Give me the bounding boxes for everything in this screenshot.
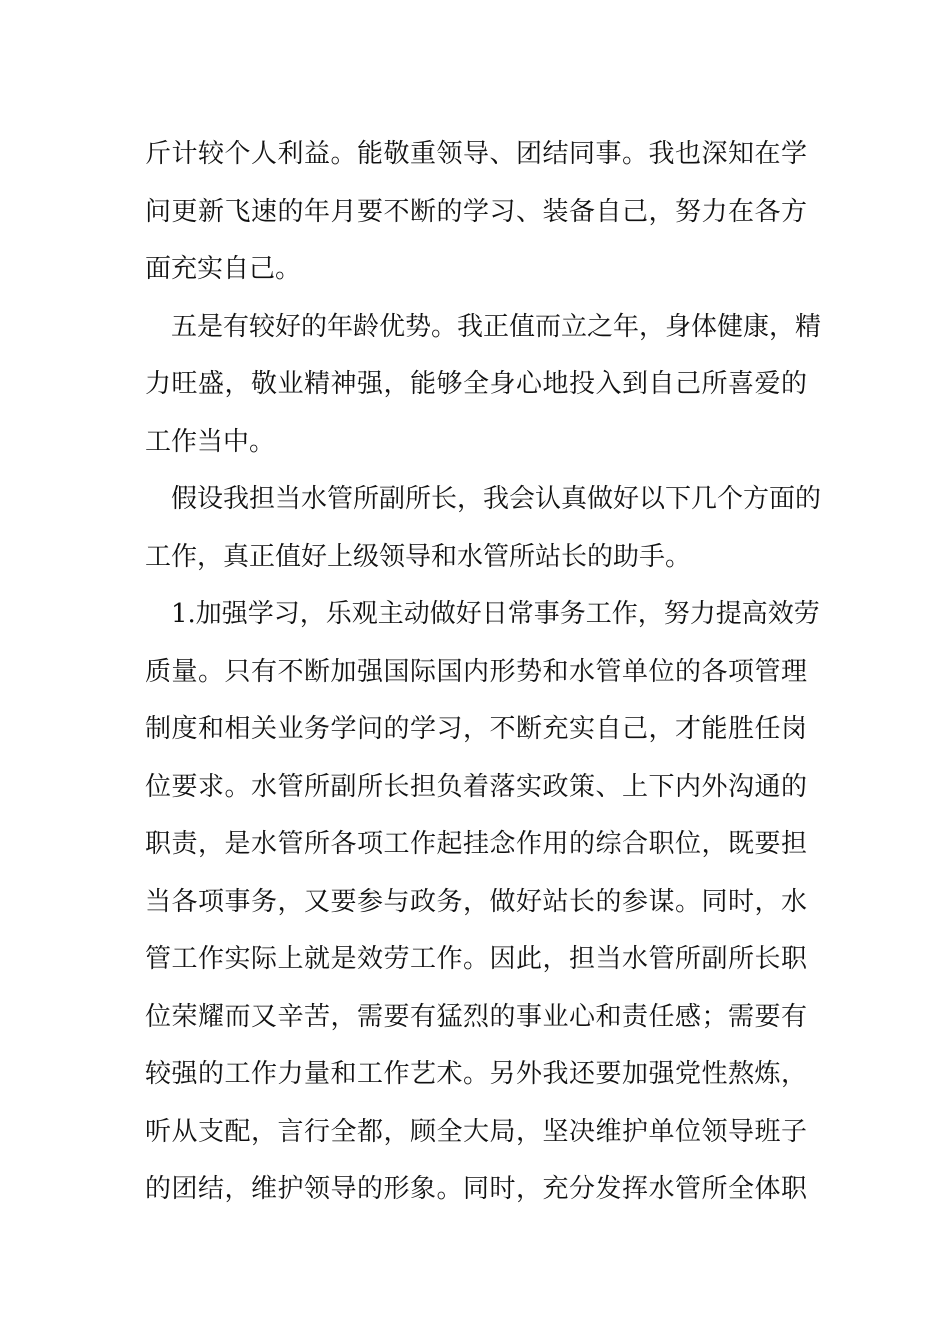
text-line: 位要求。水管所副所长担负着落实政策、上下内外沟通的 [145,771,807,802]
text-line: 听从支配，言行全都，顾全大局，坚决维护单位领导班子 [145,1116,807,1147]
text-line: 面充实自己。 [145,254,302,284]
text-line: 制度和相关业务学问的学习，不断充实自己，才能胜任岗 [145,714,807,744]
paragraph-age-advantage [145,299,822,472]
text-line: 五是有较好的年龄优势。我正值而立之年，身体健康，精 [171,311,822,342]
text-line: 较强的工作力量和工作艺术。另外我还要加强党性熬炼， [145,1059,807,1089]
paragraph-point-1 [145,586,820,1219]
text-line: 工作当中。 [145,426,276,457]
text-line: 假设我担当水管所副所长，我会认真做好以下几个方面的 [171,484,822,514]
text-line: 职责，是水管所各项工作起挂念作用的综合职位，既要担 [145,829,807,859]
text-line: 问更新飞速的年月要不断的学习、装备自己，努力在各方 [145,196,807,227]
text-line: 当各项事务，又要参与政务，做好站长的参谋。同时，水 [145,886,807,917]
text-line: 管工作实际上就是效劳工作。因此，担当水管所副所长职 [145,944,807,974]
text-line: 力旺盛，敬业精神强，能够全身心地投入到自己所喜爱的 [145,369,807,399]
text-line: 的团结，维护领导的形象。同时，充分发挥水管所全体职 [145,1174,807,1204]
text-line: 斤计较个人利益。能敬重领导、团结同事。我也深知在学 [145,139,807,169]
text-line: 位荣耀而又辛苦，需要有猛烈的事业心和责任感；需要有 [145,1001,807,1032]
paragraph-if-appointed [145,471,822,586]
text-line: 工作，真正值好上级领导和水管所站长的助手。 [145,541,692,572]
text-line: 1.加强学习，乐观主动做好日常事务工作，努力提高效劳 [171,599,820,629]
body-text [145,126,822,1219]
paragraph-continuation [145,126,807,299]
text-line: 质量。只有不断加强国际国内形势和水管单位的各项管理 [145,656,807,687]
